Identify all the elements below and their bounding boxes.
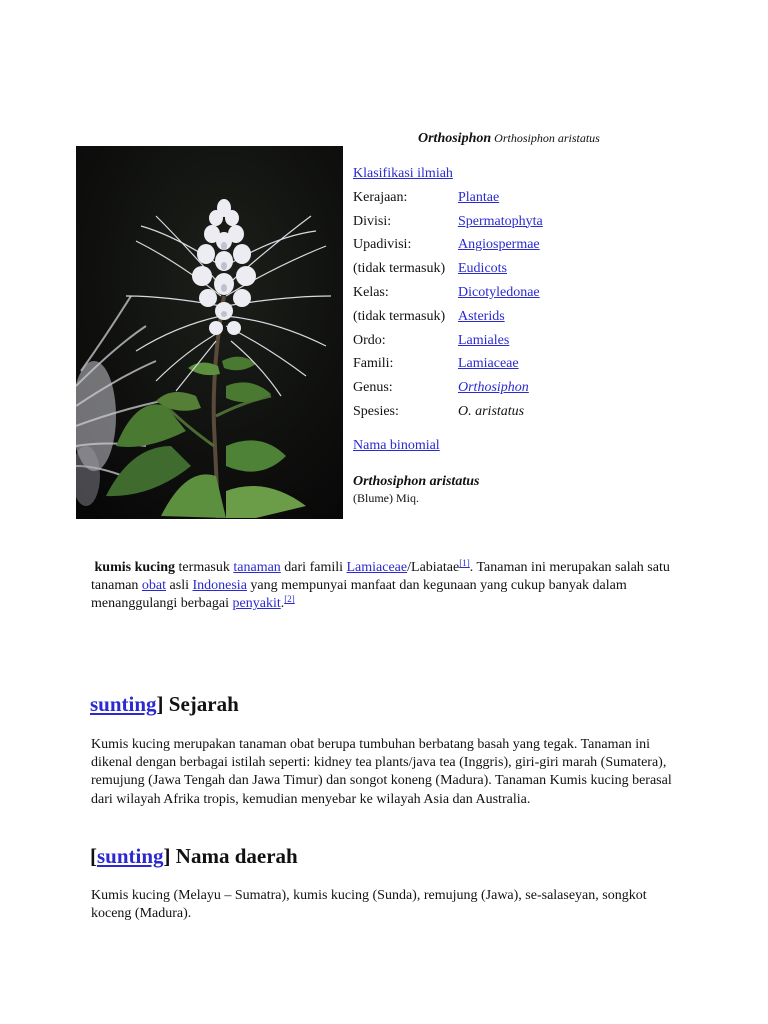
taxobox-caption — [418, 131, 600, 147]
caption-genus: Orthosiphon — [418, 131, 492, 146]
link-indonesia[interactable]: Indonesia — [192, 578, 247, 594]
taxobox-value[interactable]: Lamiales — [458, 332, 510, 348]
intro-text: termasuk — [175, 560, 234, 575]
intro-text: dari famili — [280, 560, 347, 575]
taxobox-rank: Divisi: — [353, 213, 392, 229]
taxobox-value[interactable]: Lamiaceae — [458, 356, 519, 372]
link-tanaman[interactable]: tanaman — [233, 560, 281, 575]
taxobox-value[interactable]: Dicotyledonae — [458, 284, 540, 300]
intro-text: . Tanaman ini merupakan salah satu tanaman — [91, 560, 670, 594]
binomial-name: Orthosiphon aristatus — [353, 474, 480, 489]
taxobox-rank: Upadivisi: — [353, 237, 412, 253]
taxobox-rank: Kelas: — [353, 284, 389, 300]
intro-text: /Labiatae — [407, 560, 460, 575]
intro-text: . — [280, 596, 285, 612]
heading-prefix: [ — [90, 844, 97, 868]
taxobox-value[interactable]: Plantae — [458, 189, 500, 205]
link-lamiaceae[interactable]: Lamiaceae — [346, 560, 408, 575]
taxobox-rank: Spesies: — [353, 403, 399, 419]
intro-bold-term: kumis kucing — [94, 560, 176, 575]
section-body-sejarah: Kumis kucing merupakan tanaman obat berupa tumbuhan berbatang basah yang tegak. Tanaman ini dikenal dengan berbagai istilah seperti: kidney tea plants/java tea (Inggris), giri-giri marah (Sumatera), remujung (Jawa Tengah dan Jawa Timur) dan songot koneng (Madura). Tanaman Kumis kucing berasal dari wilayah Afrika tropis, kemudian menyebar ke wilayah Asia dan Australia. — [91, 737, 672, 807]
taxobox-row — [353, 186, 543, 210]
taxobox-row — [353, 329, 543, 353]
link-obat[interactable]: obat — [141, 578, 167, 594]
taxobox-value[interactable]: Angiospermae — [458, 237, 540, 253]
section-title-sejarah: ] Sejarah — [156, 692, 239, 716]
taxobox-rank: Ordo: — [353, 332, 386, 348]
taxobox-rows — [353, 186, 543, 424]
section-heading-sejarah — [90, 692, 239, 717]
plant-photo — [76, 146, 343, 519]
classification-header-link[interactable]: Klasifikasi ilmiah — [353, 166, 453, 181]
taxobox-rank: (tidak termasuk) — [353, 308, 446, 324]
intro-paragraph — [91, 559, 681, 614]
edit-link-sejarah[interactable]: sunting — [90, 692, 157, 716]
cat-whiskers-flower-icon — [76, 146, 343, 519]
taxobox-row — [353, 376, 543, 400]
taxobox-row — [353, 281, 543, 305]
taxobox-row — [353, 210, 543, 234]
taxobox-rank: Genus: — [353, 380, 393, 396]
taxobox-value[interactable]: Eudicots — [458, 261, 507, 277]
taxobox-rank: Kerajaan: — [353, 189, 408, 205]
taxobox-rank: Famili: — [353, 356, 394, 372]
ref-2-link[interactable]: [2] — [284, 594, 295, 605]
intro-text: asli — [166, 578, 193, 594]
caption-species: Orthosiphon aristatus — [494, 131, 600, 145]
binomial-name-link[interactable]: Nama binomial — [353, 438, 440, 453]
binomial-authority: (Blume) Miq. — [353, 491, 419, 505]
taxobox-rank: (tidak termasuk) — [353, 261, 446, 277]
edit-link-nama-daerah[interactable]: sunting — [97, 844, 164, 868]
taxobox-value: O. aristatus — [458, 403, 525, 419]
taxobox-value[interactable]: Spermatophyta — [458, 213, 543, 229]
taxobox-value[interactable]: Asterids — [458, 308, 505, 324]
taxobox-row — [353, 233, 543, 257]
section-body-nama-daerah: Kumis kucing (Melayu – Sumatra), kumis kucing (Sunda), remujung (Jawa), se-salaseyan, songkot koceng (Madura). — [91, 888, 647, 922]
ref-1-link[interactable]: [1] — [459, 558, 470, 568]
taxobox-value[interactable]: Orthosiphon — [458, 380, 529, 396]
taxobox-row — [353, 352, 543, 376]
binomial-header — [353, 438, 440, 454]
taxobox — [353, 162, 543, 424]
intro-text: yang mempunyai manfaat dan kegunaan yang cukup banyak dalam menanggulangi berbagai — [91, 578, 627, 612]
taxobox-row — [353, 257, 543, 281]
section-heading-nama-daerah — [90, 844, 298, 869]
section-title-nama-daerah: ] Nama daerah — [163, 844, 298, 868]
taxobox-row — [353, 305, 543, 329]
link-penyakit[interactable]: penyakit — [232, 596, 281, 612]
taxobox-row — [353, 400, 543, 424]
